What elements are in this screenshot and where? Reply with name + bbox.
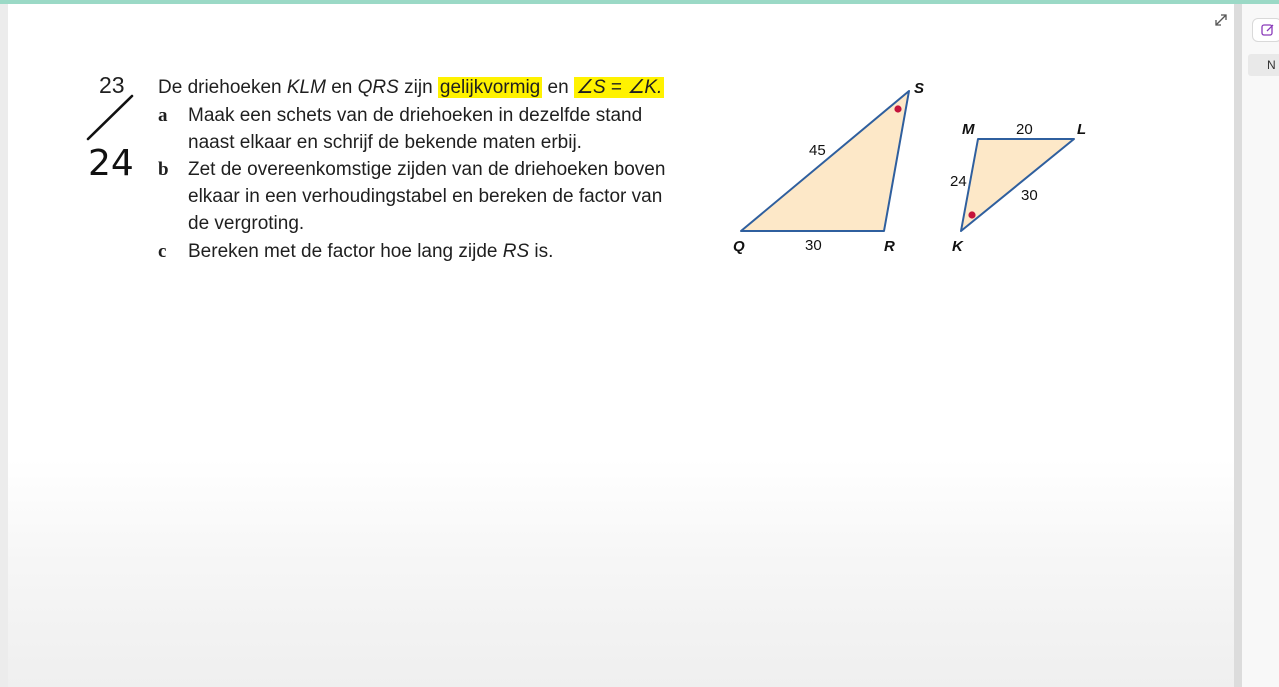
triangle-klm <box>961 139 1074 231</box>
part-letter-b: b <box>158 159 169 180</box>
exercise-number: 23 <box>99 72 125 98</box>
angle-s: ∠S <box>575 77 606 98</box>
angle-mark-s <box>894 105 901 112</box>
highlighted-word: gelijkvormig <box>439 77 541 98</box>
triangle-name-klm: KLM <box>286 77 326 98</box>
part-letter-c: c <box>158 241 167 262</box>
part-a-line-1: Maak een schets van de driehoeken in dezelfde stand <box>188 105 643 126</box>
angle-mark-k <box>968 211 975 218</box>
part-a-line-2: naast elkaar en schrijf de bekende maten erbij. <box>188 132 582 153</box>
side-label-ml: 20 <box>1016 121 1033 138</box>
vertex-label-q: Q <box>733 238 745 255</box>
triangle-qrs <box>741 91 909 231</box>
part-b-line-2: elkaar in een verhoudingstabel en bereken de factor van <box>188 186 663 207</box>
part-letter-a: a <box>158 105 168 126</box>
part-c-post: is. <box>529 241 554 262</box>
handwritten-note: 24 <box>88 143 134 184</box>
intro-text-2: en <box>325 77 358 98</box>
angle-k: ∠K. <box>627 77 663 98</box>
vertex-label-l: L <box>1077 121 1087 138</box>
vertex-label-m: M <box>962 121 975 138</box>
vertex-label-r: R <box>884 238 895 255</box>
part-b-line-1: Zet de overeenkomstige zijden van de driehoeken boven <box>188 159 666 180</box>
side-label-kl: 30 <box>1021 187 1038 204</box>
intro-text-3: zijn <box>398 77 438 98</box>
equals-sign: = <box>605 77 628 98</box>
side-label-qs: 45 <box>809 142 826 159</box>
triangle-name-qrs: QRS <box>357 77 399 98</box>
intro-text-1: De driehoeken <box>158 77 287 98</box>
part-b-line-3: de vergroting. <box>188 213 305 234</box>
part-c-pre: Bereken met de factor hoe lang zijde <box>188 241 503 262</box>
side-label-mk: 24 <box>950 173 967 190</box>
side-rs: RS <box>502 241 530 262</box>
vertex-label-s: S <box>914 80 925 97</box>
side-label-qr: 30 <box>805 237 822 254</box>
vertex-label-k: K <box>952 238 963 255</box>
intro-text-4: en <box>542 77 574 98</box>
panel-tab-label: N <box>1267 58 1276 72</box>
